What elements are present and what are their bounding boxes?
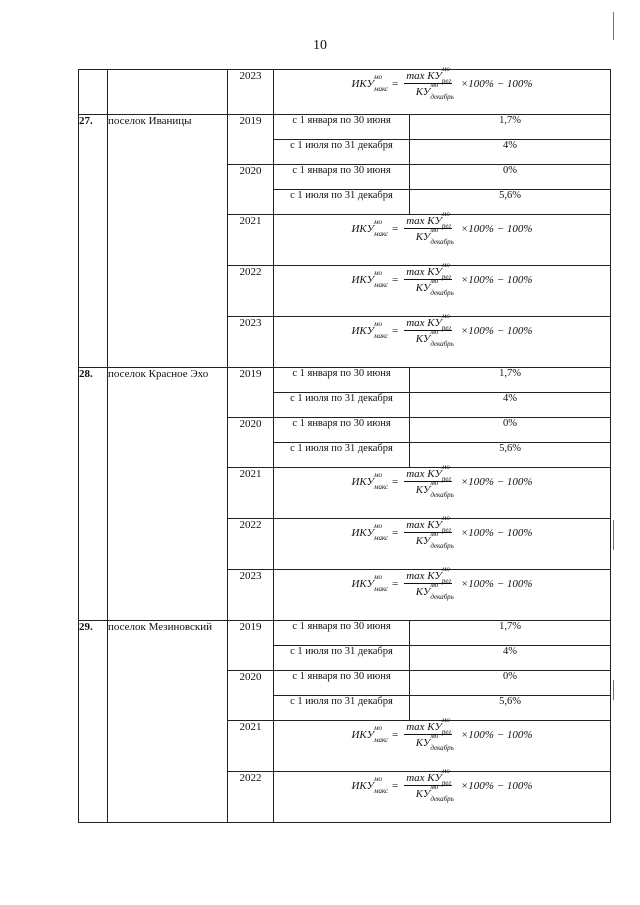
year-cell: 2023 [228, 570, 274, 621]
formula-fraction [404, 716, 454, 752]
formula-equals: = [392, 527, 399, 539]
formula-equals: = [392, 578, 399, 590]
settlement-cell [108, 70, 228, 115]
year-cell: 2022 [228, 772, 274, 823]
table-row [79, 621, 611, 646]
formula-tail: ×100% − 100% [460, 325, 533, 337]
formula-denominator: КУ мо декабрь [415, 530, 454, 550]
formula-numerator: max КУ мо рег [406, 514, 452, 534]
entry-number: 29. [79, 621, 108, 823]
period-cell: с 1 января по 30 июня [274, 671, 410, 696]
formula-tail: ×100% − 100% [460, 578, 533, 590]
formula-numerator: max КУ мо рег [406, 463, 452, 483]
value-cell: 1,7% [410, 621, 611, 646]
tariff-index-table [78, 65, 611, 823]
index-formula [274, 514, 610, 550]
year-cell: 2020 [228, 165, 274, 215]
index-formula [274, 210, 610, 246]
formula-tail: ×100% − 100% [460, 476, 533, 488]
year-cell: 2022 [228, 519, 274, 570]
index-formula [274, 312, 610, 348]
formula-numerator: max КУ мо рег [406, 210, 452, 230]
year-cell: 2023 [228, 70, 274, 115]
formula-equals: = [392, 223, 399, 235]
formula-fraction [404, 514, 454, 550]
formula-tail: ×100% − 100% [460, 780, 533, 792]
period-cell: с 1 июля по 31 декабря [274, 140, 410, 165]
formula-cell [274, 261, 611, 317]
scan-mark [613, 520, 614, 550]
formula-cell [274, 565, 611, 621]
formula-numerator: max КУ мо рег [406, 716, 452, 736]
settlement-name: поселок Мезиновский [108, 621, 228, 823]
year-cell: 2021 [228, 215, 274, 266]
formula-lhs: ИКУ мо макс [351, 724, 389, 744]
index-formula [274, 463, 610, 499]
table-row [79, 115, 611, 140]
entry-number: 28. [79, 368, 108, 621]
year-cell: 2019 [228, 368, 274, 418]
period-cell: с 1 января по 30 июня [274, 115, 410, 140]
period-cell: с 1 июля по 31 декабря [274, 696, 410, 721]
formula-equals: = [392, 780, 399, 792]
period-cell: с 1 января по 30 июня [274, 418, 410, 443]
formula-lhs: ИКУ мо макс [351, 73, 389, 93]
formula-cell [274, 312, 611, 368]
formula-lhs: ИКУ мо макс [351, 269, 389, 289]
value-cell: 0% [410, 165, 611, 190]
formula-fraction [404, 65, 454, 101]
formula-denominator: КУ мо декабрь [415, 81, 454, 101]
index-formula [274, 65, 610, 101]
settlement-name: поселок Иваницы [108, 115, 228, 368]
value-cell: 5,6% [410, 696, 611, 721]
formula-numerator: max КУ мо рег [406, 312, 452, 332]
formula-tail: ×100% − 100% [460, 729, 533, 741]
formula-equals: = [392, 78, 399, 90]
formula-denominator: КУ мо декабрь [415, 783, 454, 803]
period-cell: с 1 января по 30 июня [274, 368, 410, 393]
value-cell: 4% [410, 646, 611, 671]
formula-equals: = [392, 476, 399, 488]
year-cell: 2019 [228, 115, 274, 165]
year-cell: 2023 [228, 317, 274, 368]
formula-equals: = [392, 325, 399, 337]
value-cell: 1,7% [410, 115, 611, 140]
settlement-name: поселок Красное Эхо [108, 368, 228, 621]
page-number: 10 [313, 38, 327, 53]
formula-equals: = [392, 729, 399, 741]
formula-denominator: КУ мо декабрь [415, 732, 454, 752]
year-cell: 2019 [228, 621, 274, 671]
formula-tail: ×100% − 100% [460, 223, 533, 235]
value-cell: 4% [410, 393, 611, 418]
index-formula [274, 716, 610, 752]
number-cell [79, 70, 108, 115]
formula-denominator: КУ мо декабрь [415, 581, 454, 601]
formula-denominator: КУ мо декабрь [415, 328, 454, 348]
formula-fraction [404, 463, 454, 499]
formula-denominator: КУ мо декабрь [415, 277, 454, 297]
formula-lhs: ИКУ мо макс [351, 320, 389, 340]
period-cell: с 1 июля по 31 декабря [274, 393, 410, 418]
value-cell: 5,6% [410, 443, 611, 468]
year-cell: 2021 [228, 468, 274, 519]
formula-denominator: КУ мо декабрь [415, 226, 454, 246]
formula-numerator: max КУ мо рег [406, 565, 452, 585]
formula-fraction [404, 767, 454, 803]
formula-fraction [404, 565, 454, 601]
value-cell: 1,7% [410, 368, 611, 393]
formula-lhs: ИКУ мо макс [351, 573, 389, 593]
formula-tail: ×100% − 100% [460, 527, 533, 539]
formula-lhs: ИКУ мо макс [351, 522, 389, 542]
formula-lhs: ИКУ мо макс [351, 471, 389, 491]
formula-lhs: ИКУ мо макс [351, 775, 389, 795]
index-formula [274, 261, 610, 297]
formula-fraction [404, 261, 454, 297]
value-cell: 0% [410, 418, 611, 443]
year-cell: 2020 [228, 418, 274, 468]
formula-numerator: max КУ мо рег [406, 261, 452, 281]
formula-numerator: max КУ мо рег [406, 767, 452, 787]
formula-denominator: КУ мо декабрь [415, 479, 454, 499]
value-cell: 4% [410, 140, 611, 165]
formula-fraction [404, 312, 454, 348]
formula-fraction [404, 210, 454, 246]
formula-tail: ×100% − 100% [460, 274, 533, 286]
formula-cell [274, 716, 611, 772]
formula-cell [274, 210, 611, 266]
formula-cell [274, 65, 611, 115]
formula-cell [274, 463, 611, 519]
period-cell: с 1 июля по 31 декабря [274, 443, 410, 468]
index-formula [274, 767, 610, 803]
formula-lhs: ИКУ мо макс [351, 218, 389, 238]
year-cell: 2021 [228, 721, 274, 772]
formula-numerator: max КУ мо рег [406, 65, 452, 85]
value-cell: 5,6% [410, 190, 611, 215]
formula-cell [274, 514, 611, 570]
year-cell: 2020 [228, 671, 274, 721]
period-cell: с 1 июля по 31 декабря [274, 646, 410, 671]
scan-mark [613, 680, 614, 700]
period-cell: с 1 января по 30 июня [274, 621, 410, 646]
scan-mark [613, 12, 614, 40]
value-cell: 0% [410, 671, 611, 696]
formula-cell [274, 767, 611, 823]
entry-number: 27. [79, 115, 108, 368]
table-row [79, 70, 611, 115]
period-cell: с 1 января по 30 июня [274, 165, 410, 190]
index-formula [274, 565, 610, 601]
formula-equals: = [392, 274, 399, 286]
period-cell: с 1 июля по 31 декабря [274, 190, 410, 215]
year-cell: 2022 [228, 266, 274, 317]
formula-tail: ×100% − 100% [460, 78, 533, 90]
table-row [79, 368, 611, 393]
